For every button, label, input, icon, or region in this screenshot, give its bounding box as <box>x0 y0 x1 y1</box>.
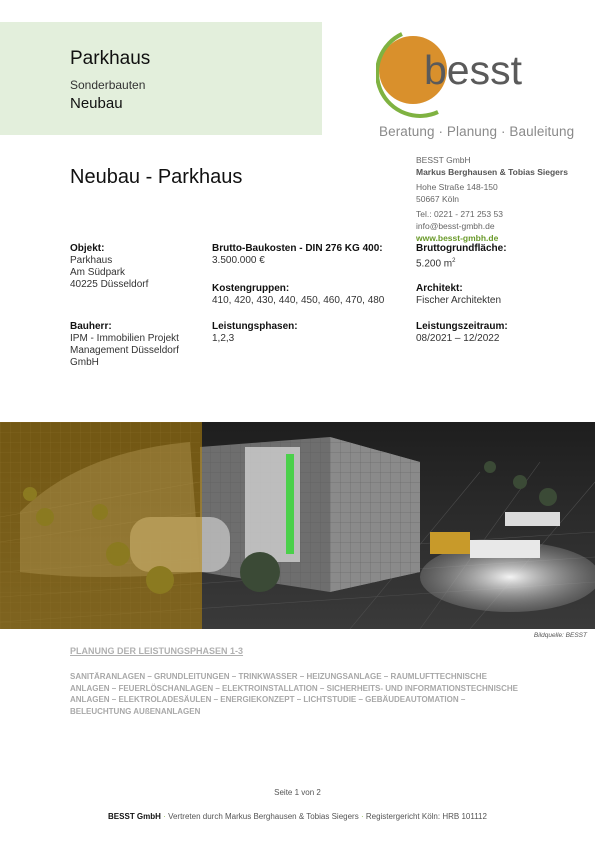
contact-email[interactable]: info@besst-gmbh.de <box>416 221 495 231</box>
page-number: Seite 1 von 2 <box>274 788 321 797</box>
footer <box>0 812 595 821</box>
bauherr-label: Bauherr: <box>70 321 112 332</box>
contact-web[interactable]: www.besst-gmbh.de <box>416 233 499 243</box>
leistungsphasen-value: 1,2,3 <box>212 333 235 344</box>
grundflaeche-label: Bruttogrundfläche: <box>416 243 507 254</box>
header-box <box>0 22 322 135</box>
footer-separator: · <box>163 812 166 821</box>
kostengruppen-label: Kostengruppen: <box>212 283 290 294</box>
phases-text: SANITÄRANLAGEN – GRUNDLEITUNGEN – TRINKWASSER – HEIZUNGSANLAGE – RAUMLUFTTECHNISCHE ANLAGEN – FEUERLÖSCHANLAGEN – ELEKTROINSTALLATION – SICHERHEITS- UND INFORMATIONSTECHNISCHE ANLAGEN – ELEKTROLADESÄULEN – ENERGIEKONZEPT – LICHTSTUDIE – GEBÄUDEAUTOMATION – BELEUCHTUNG AUßENANLAGEN <box>70 672 519 716</box>
contact-phone: Tel.: 0221 - 271 253 53 <box>416 209 503 219</box>
kostengruppen-value: 410, 420, 430, 440, 450, 460, 470, 480 <box>212 295 385 306</box>
footer-register: Registergericht Köln: HRB 101112 <box>365 812 487 821</box>
footer-company: BESST GmbH <box>108 812 161 821</box>
baukosten-label: Brutto-Baukosten - DIN 276 KG 400: <box>212 243 383 254</box>
bauherr-line: Management Düsseldorf <box>70 345 179 356</box>
besst-logo <box>376 26 576 121</box>
main-title: Neubau - Parkhaus <box>70 166 243 188</box>
svg-text:besst: besst <box>424 47 522 93</box>
info-kostengruppen <box>212 283 384 307</box>
contact-persons: Markus Berghausen & Tobias Siegers <box>416 167 568 177</box>
zeitraum-value: 08/2021 – 12/2022 <box>416 333 500 344</box>
parkhaus-rendering <box>0 422 595 629</box>
contact-street: Hohe Straße 148-150 <box>416 182 498 192</box>
info-architekt <box>416 283 501 307</box>
footer-separator: · <box>360 812 364 821</box>
logo-tagline: Beratung · Planung · Bauleitung <box>379 124 575 139</box>
contact-company: BESST GmbH <box>416 155 471 165</box>
info-objekt <box>70 243 148 291</box>
zeitraum-label: Leistungszeitraum: <box>416 321 508 332</box>
project-type: Neubau <box>70 95 123 112</box>
info-baukosten <box>212 243 383 267</box>
bauherr-line: IPM - Immobilien Projekt <box>70 333 179 344</box>
objekt-line: 40225 Düsseldorf <box>70 279 149 290</box>
objekt-label: Objekt: <box>70 243 105 254</box>
footer-represented: Vertreten durch Markus Berghausen & Tobias Siegers <box>168 812 359 821</box>
objekt-line: Am Südpark <box>70 267 126 278</box>
bauherr-line: GmbH <box>70 357 99 368</box>
leistungsphasen-label: Leistungsphasen: <box>212 321 298 332</box>
info-bauherr <box>70 321 179 369</box>
architekt-label: Architekt: <box>416 283 463 294</box>
project-title: Parkhaus <box>70 48 151 69</box>
info-grundflaeche <box>416 243 507 270</box>
grundflaeche-value: 5.200 $m^2$ <box>416 258 456 270</box>
baukosten-value: 3.500.000 € <box>212 255 265 266</box>
project-category: Sonderbauten <box>70 78 146 92</box>
info-leistungsphasen <box>212 321 298 345</box>
contact-city: 50667 Köln <box>416 194 460 204</box>
info-zeitraum <box>416 321 508 345</box>
phases-heading: PLANUNG DER LEISTUNGSPHASEN 1-3 <box>70 646 244 656</box>
image-credit: Bildquelle: BESST <box>533 632 587 639</box>
objekt-line: Parkhaus <box>70 255 113 266</box>
architekt-value: Fischer Architekten <box>416 295 502 306</box>
contact-block <box>416 154 568 244</box>
